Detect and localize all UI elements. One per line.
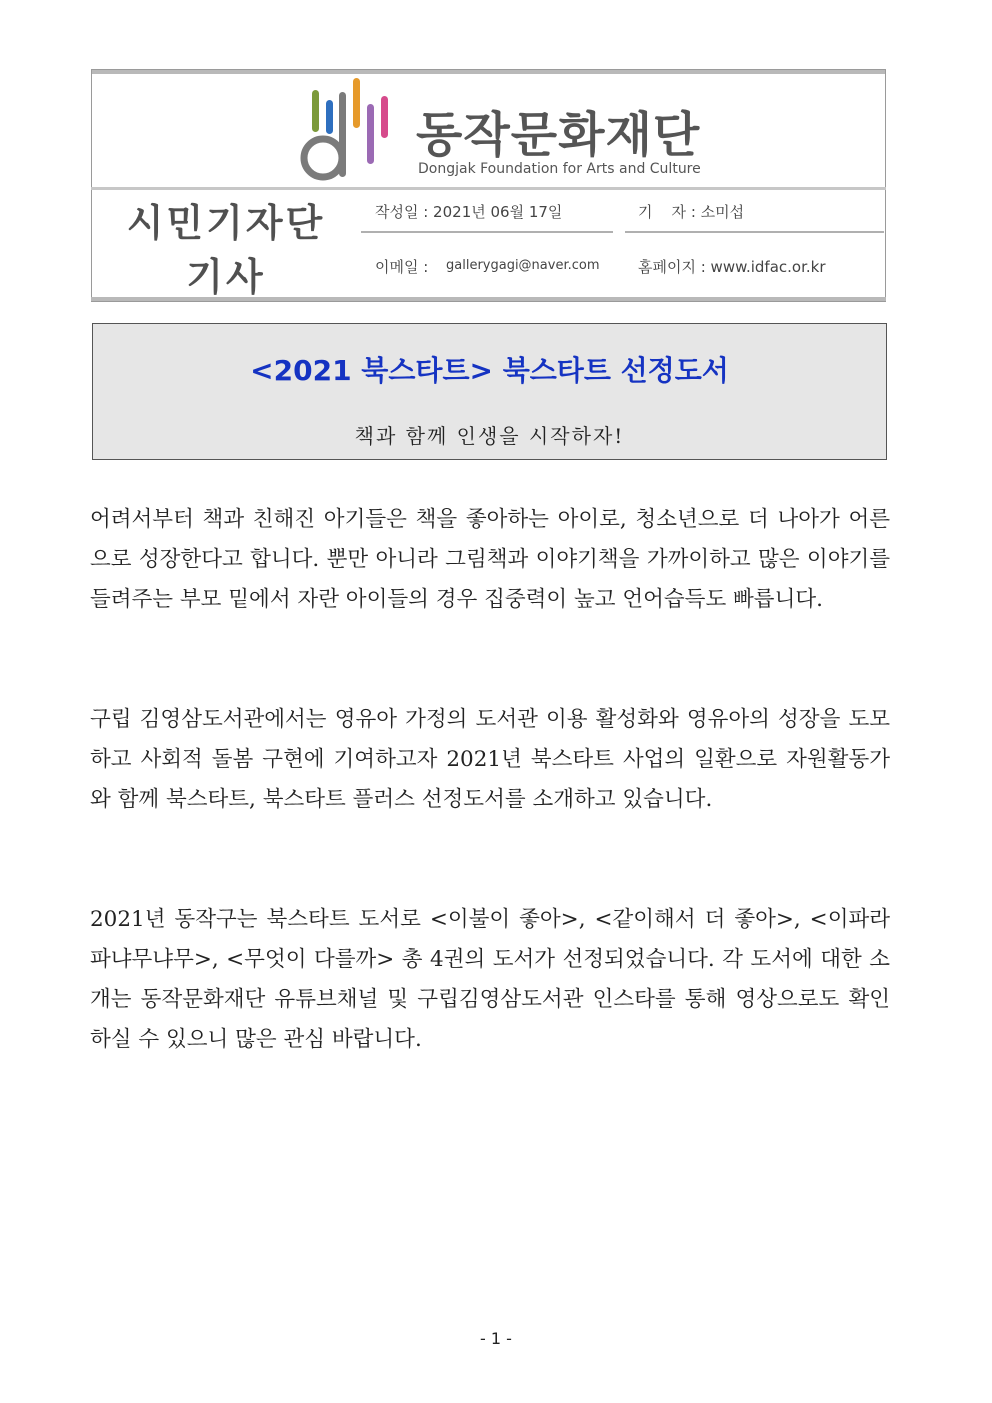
meta-underline xyxy=(625,231,884,233)
email-value[interactable]: gallerygagi@naver.com xyxy=(446,258,600,273)
logo-mark-icon xyxy=(296,78,406,184)
body-paragraph-3: 2021년 동작구는 북스타트 도서로 <이불이 좋아>, <같이해서 더 좋아>, <이파라파냐무냐무>, <무엇이 다를까> 총 4권의 도서가 선정되었습니다. 각 도서에 대한 소개는 동작문화재단 유튜브채널 및 구립김영삼도서관 인스타를 통해 영상으로도 확인하실 수 있으니 많은 관심 바랍니다. xyxy=(90,907,890,1052)
page-number: - 1 - xyxy=(480,1329,512,1348)
article-subtitle: 책과 함께 인생을 시작하자! xyxy=(354,424,625,448)
logo-name-korean: 동작문화재단 xyxy=(416,107,701,163)
foundation-logo xyxy=(296,78,716,184)
email-label: 이메일 : xyxy=(375,258,429,276)
body-paragraph-2: 구립 김영삼도서관에서는 영유아 가정의 도서관 이용 활성화와 영유아의 성장을 도모하고 사회적 돌봄 구현에 기여하고자 2021년 북스타트 사업의 일환으로 자원활동가와 함께 북스타트, 북스타트 플러스 선정도서를 소개하고 있습니다. xyxy=(90,707,890,812)
logo-name-english: Dongjak Foundation for Arts and Culture xyxy=(418,161,701,177)
article-title: <2021 북스타트> 북스타트 선정도서 xyxy=(250,354,729,387)
header-divider xyxy=(91,187,886,190)
article-title-box xyxy=(92,323,887,460)
date-field: 작성일 : 2021년 06월 17일 xyxy=(375,203,563,221)
label-line-1: 시민기자단 xyxy=(126,201,326,245)
citizen-reporter-label xyxy=(95,192,357,299)
label-line-2: 기사 xyxy=(186,255,266,299)
homepage-field[interactable]: 홈페이지 : www.idfac.or.kr xyxy=(638,258,826,276)
meta-underline xyxy=(361,231,613,233)
reporter-field: 기 자 : 소미섭 xyxy=(638,203,745,221)
body-paragraph-1: 어려서부터 책과 친해진 아기들은 책을 좋아하는 아이로, 청소년으로 더 나아가 어른으로 성장한다고 합니다. 뿐만 아니라 그림책과 이야기책을 가까이하고 많은 이야기를 들려주는 부모 밑에서 자란 아이들의 경우 집중력이 높고 언어습득도 빠릅니다. xyxy=(90,507,890,612)
